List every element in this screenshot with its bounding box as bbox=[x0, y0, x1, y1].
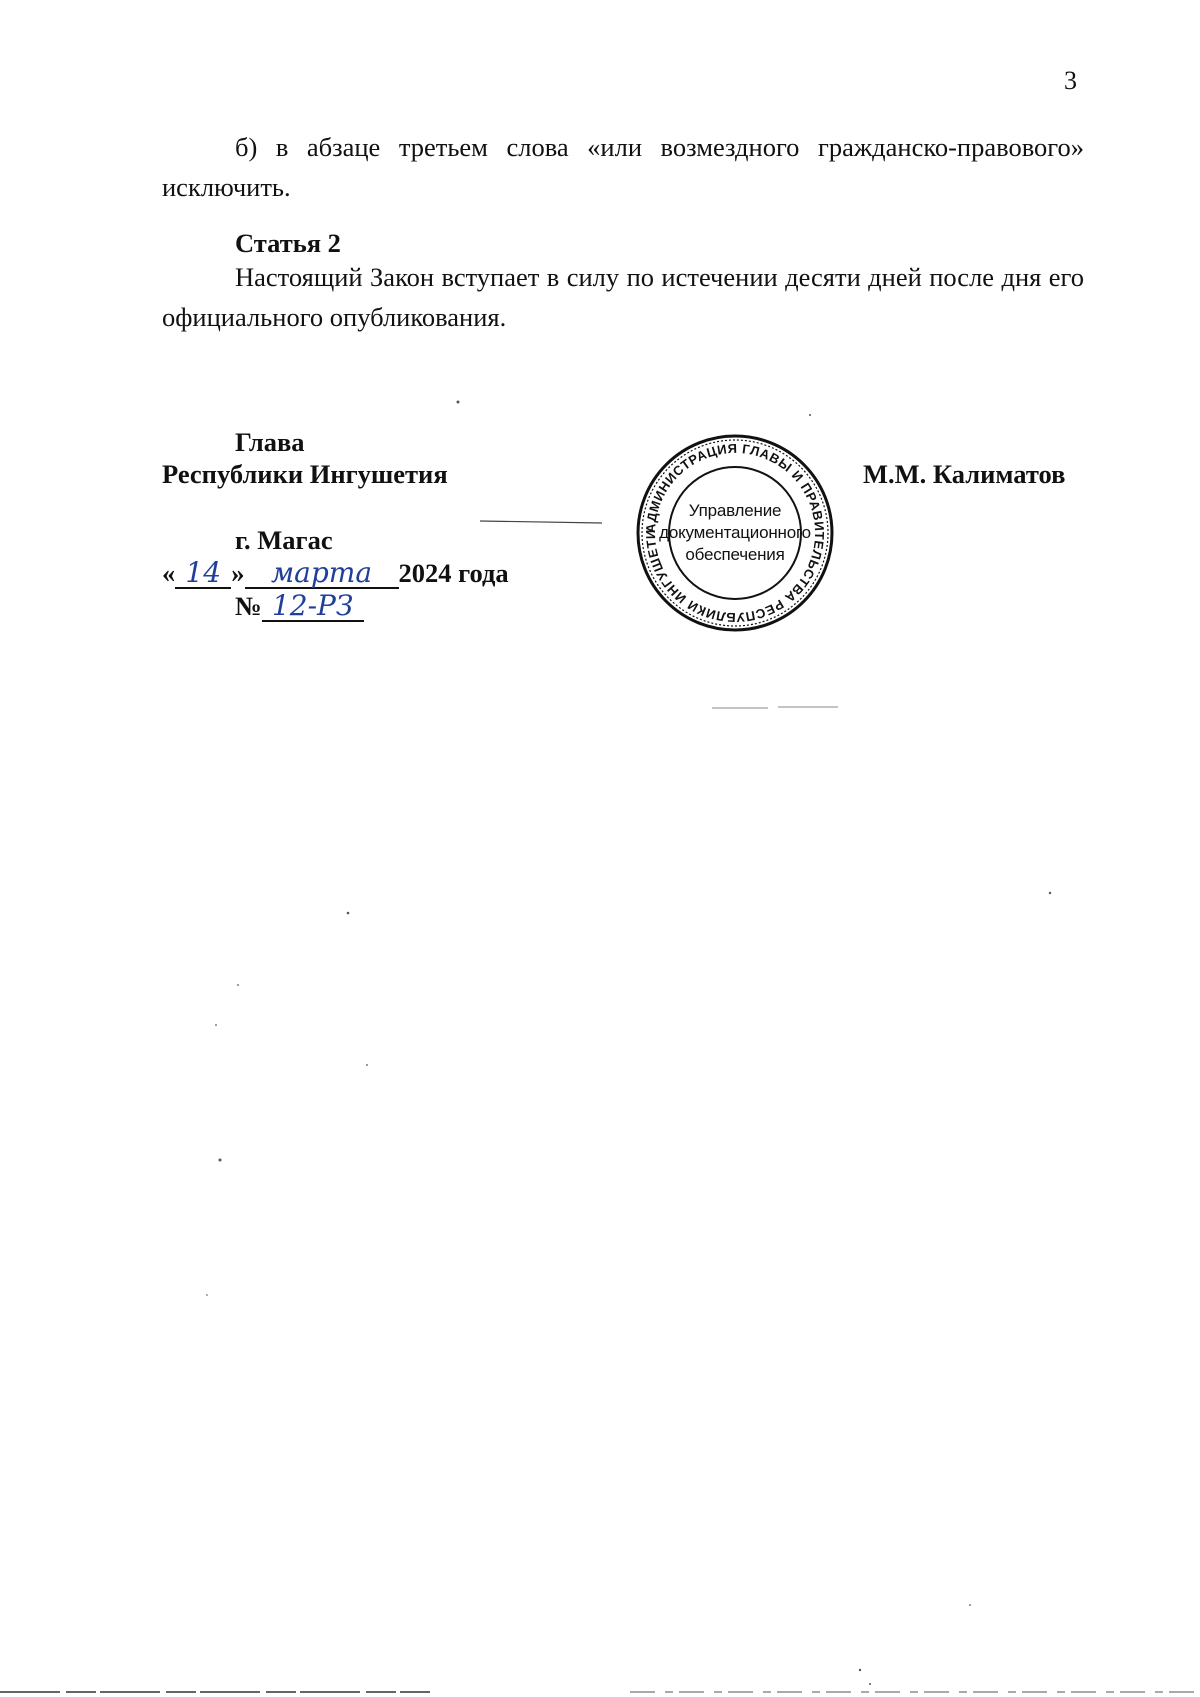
official-stamp bbox=[634, 432, 836, 634]
law-number-handwritten: 12-РЗ bbox=[262, 591, 364, 622]
date-close-quote: » bbox=[231, 558, 245, 588]
page-number: 3 bbox=[1064, 66, 1077, 95]
number-sign: № bbox=[235, 591, 262, 621]
date-line bbox=[162, 558, 509, 589]
law-number-line bbox=[235, 591, 364, 622]
signer-title-line2: Республики Ингушетия bbox=[162, 459, 448, 489]
stamp-outer-text: АДМИНИСТРАЦИЯ ГЛАВЫ И ПРАВИТЕЛЬСТВА РЕСПУБЛИКИ ИНГУШЕТИ bbox=[642, 440, 828, 626]
stamp-inner-line2: документационного bbox=[659, 522, 811, 542]
city: г. Магас bbox=[235, 525, 333, 555]
article-text: Настоящий Закон вступает в силу по истечении десяти дней после дня его официального опубликования. bbox=[162, 262, 1084, 332]
date-open-quote: « bbox=[162, 558, 176, 588]
article-heading: Статья 2 bbox=[235, 228, 341, 258]
signer-name: М.М. Калиматов bbox=[863, 459, 1066, 489]
date-month-handwritten: марта bbox=[245, 558, 399, 589]
signature-stroke bbox=[480, 520, 602, 524]
date-day-handwritten: 14 bbox=[175, 558, 231, 589]
scan-bottom-edge bbox=[0, 1691, 1200, 1693]
date-year: 2024 года bbox=[398, 558, 509, 588]
signer-title-line1: Глава bbox=[235, 427, 305, 457]
paragraph-b: б) в абзаце третьем слова «или возмездного гражданско-правового» исключить. bbox=[162, 132, 1084, 202]
stamp-inner-line1: Управление bbox=[688, 500, 782, 520]
stamp-inner-text bbox=[634, 432, 836, 634]
stamp-inner-line3: обеспечения bbox=[685, 545, 785, 565]
